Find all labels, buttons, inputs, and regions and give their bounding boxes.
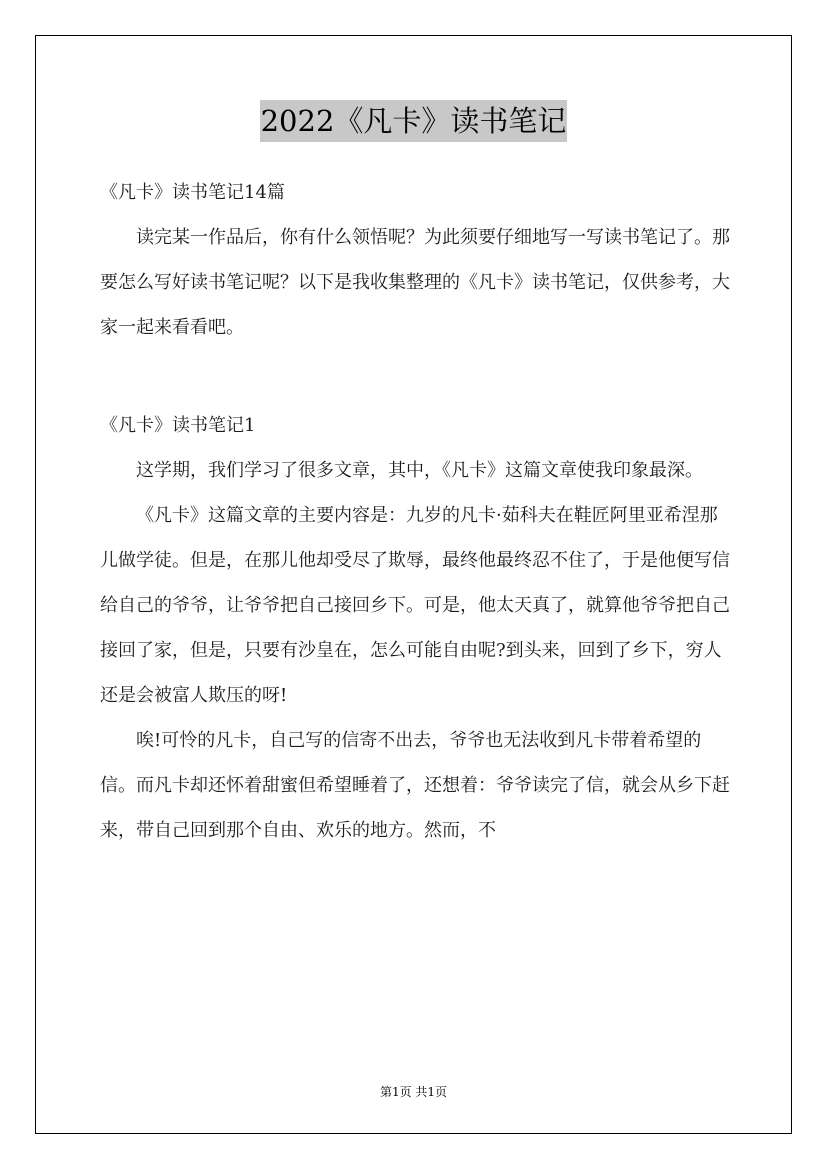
section-spacer: [100, 350, 730, 403]
document-subtitle: 《凡卡》读书笔记14篇: [100, 182, 285, 203]
title-container: [0, 100, 827, 142]
intro-paragraph: 读完某一作品后，你有什么领悟呢？为此须要仔细地写一写读书笔记了。那要怎么写好读书笔记呢？以下是我收集整理的《凡卡》读书笔记，仅供参考，大家一起来看看吧。: [100, 227, 730, 338]
body-paragraph: 这学期，我们学习了很多文章，其中，《凡卡》这篇文章使我印象最深。: [136, 460, 703, 481]
page-footer: 第1页 共1页: [379, 1085, 448, 1099]
document-body: [100, 170, 730, 853]
document-title: 2022《凡卡》读书笔记: [260, 100, 568, 142]
body-paragraph: 唉!可怜的凡卡，自己写的信寄不出去，爷爷也无法收到凡卡带着希望的信。而凡卡却还怀着甜蜜但希望睡着了，还想着：爷爷读完了信，就会从乡下赶来，带自己回到那个自由、欢乐的地方。然而，不: [100, 730, 730, 841]
body-paragraph: 《凡卡》这篇文章的主要内容是：九岁的凡卡·茹科夫在鞋匠阿里亚希涅那儿做学徒。但是，在那儿他却受尽了欺辱，最终他最终忍不住了，于是他便写信给自己的爷爷，让爷爷把自己接回乡下。可是，他太天真了，就算他爷爷把自己接回了家，但是，只要有沙皇在，怎么可能自由呢?到头来，回到了乡下，穷人还是会被富人欺压的呀!: [100, 505, 730, 706]
section-heading: 《凡卡》读书笔记1: [100, 415, 256, 436]
